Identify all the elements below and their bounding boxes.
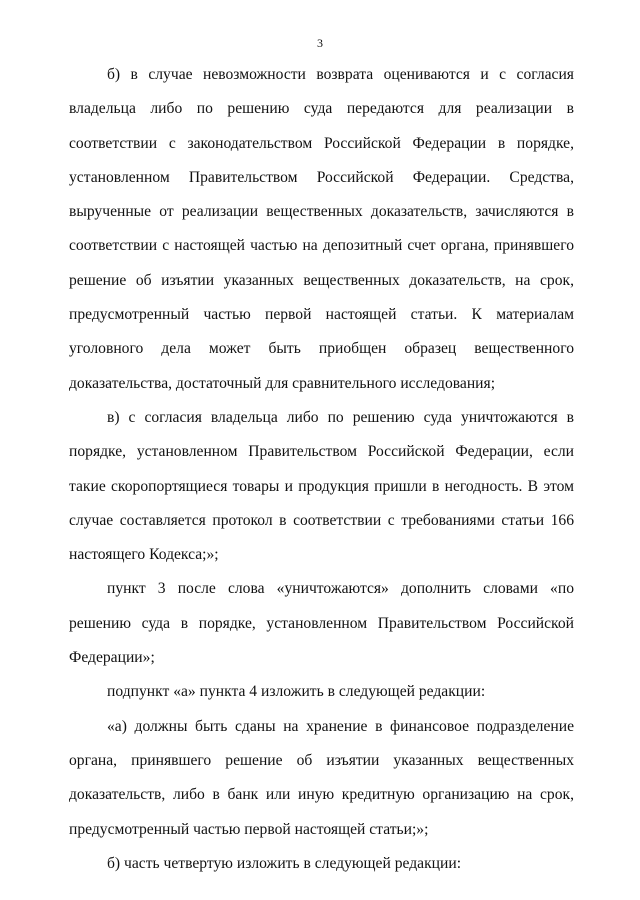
paragraph-part-four: б) часть четвертую изложить в следующей редакции: [107, 854, 462, 872]
paragraph-b-return: б) в случае невозможности возврата оцениваются и с согласия владельца либо по решению суда передаются для реализации в соответствии с законодательством Российской Федерации в порядке, установленном Правительством Российской Федерации. Средства, вырученные от реализации вещественных доказательств, зачисляются в соответствии с настоящей частью на депозитный счет органа, принявшего решение об изъятии указанных вещественных доказательств, на срок, предусмотренный частью первой настоящей статьи. К материалам уголовного дела может быть приобщен образец вещественного доказательства, достаточный для сравнительного исследования; [69, 66, 574, 392]
paragraph-point-3: пункт 3 после слова «уничтожаются» дополнить словами «по решению суда в порядке, установленном Правительством Российской Федерации»; [69, 580, 574, 667]
page-number: 3 [317, 36, 323, 50]
document-body [69, 58, 574, 881]
paragraph-subpoint-a-intro: подпункт «а» пункта 4 изложить в следующей редакции: [107, 683, 486, 701]
paragraph-subpoint-a-text: «а) должны быть сданы на хранение в финансовое подразделение органа, принявшего решение об изъятии указанных вещественных доказательств, либо в банк или иную кредитную организацию на срок, предусмотренный частью первой настоящей статьи;»; [69, 717, 574, 838]
paragraph-v-destroy: в) с согласия владельца либо по решению суда уничтожаются в порядке, установленном Правительством Российской Федерации, если такие скоропортящиеся товары и продукция пришли в негодность. В этом случае составляется протокол в соответствии с требованиями статьи 166 настоящего Кодекса;»; [69, 408, 574, 564]
